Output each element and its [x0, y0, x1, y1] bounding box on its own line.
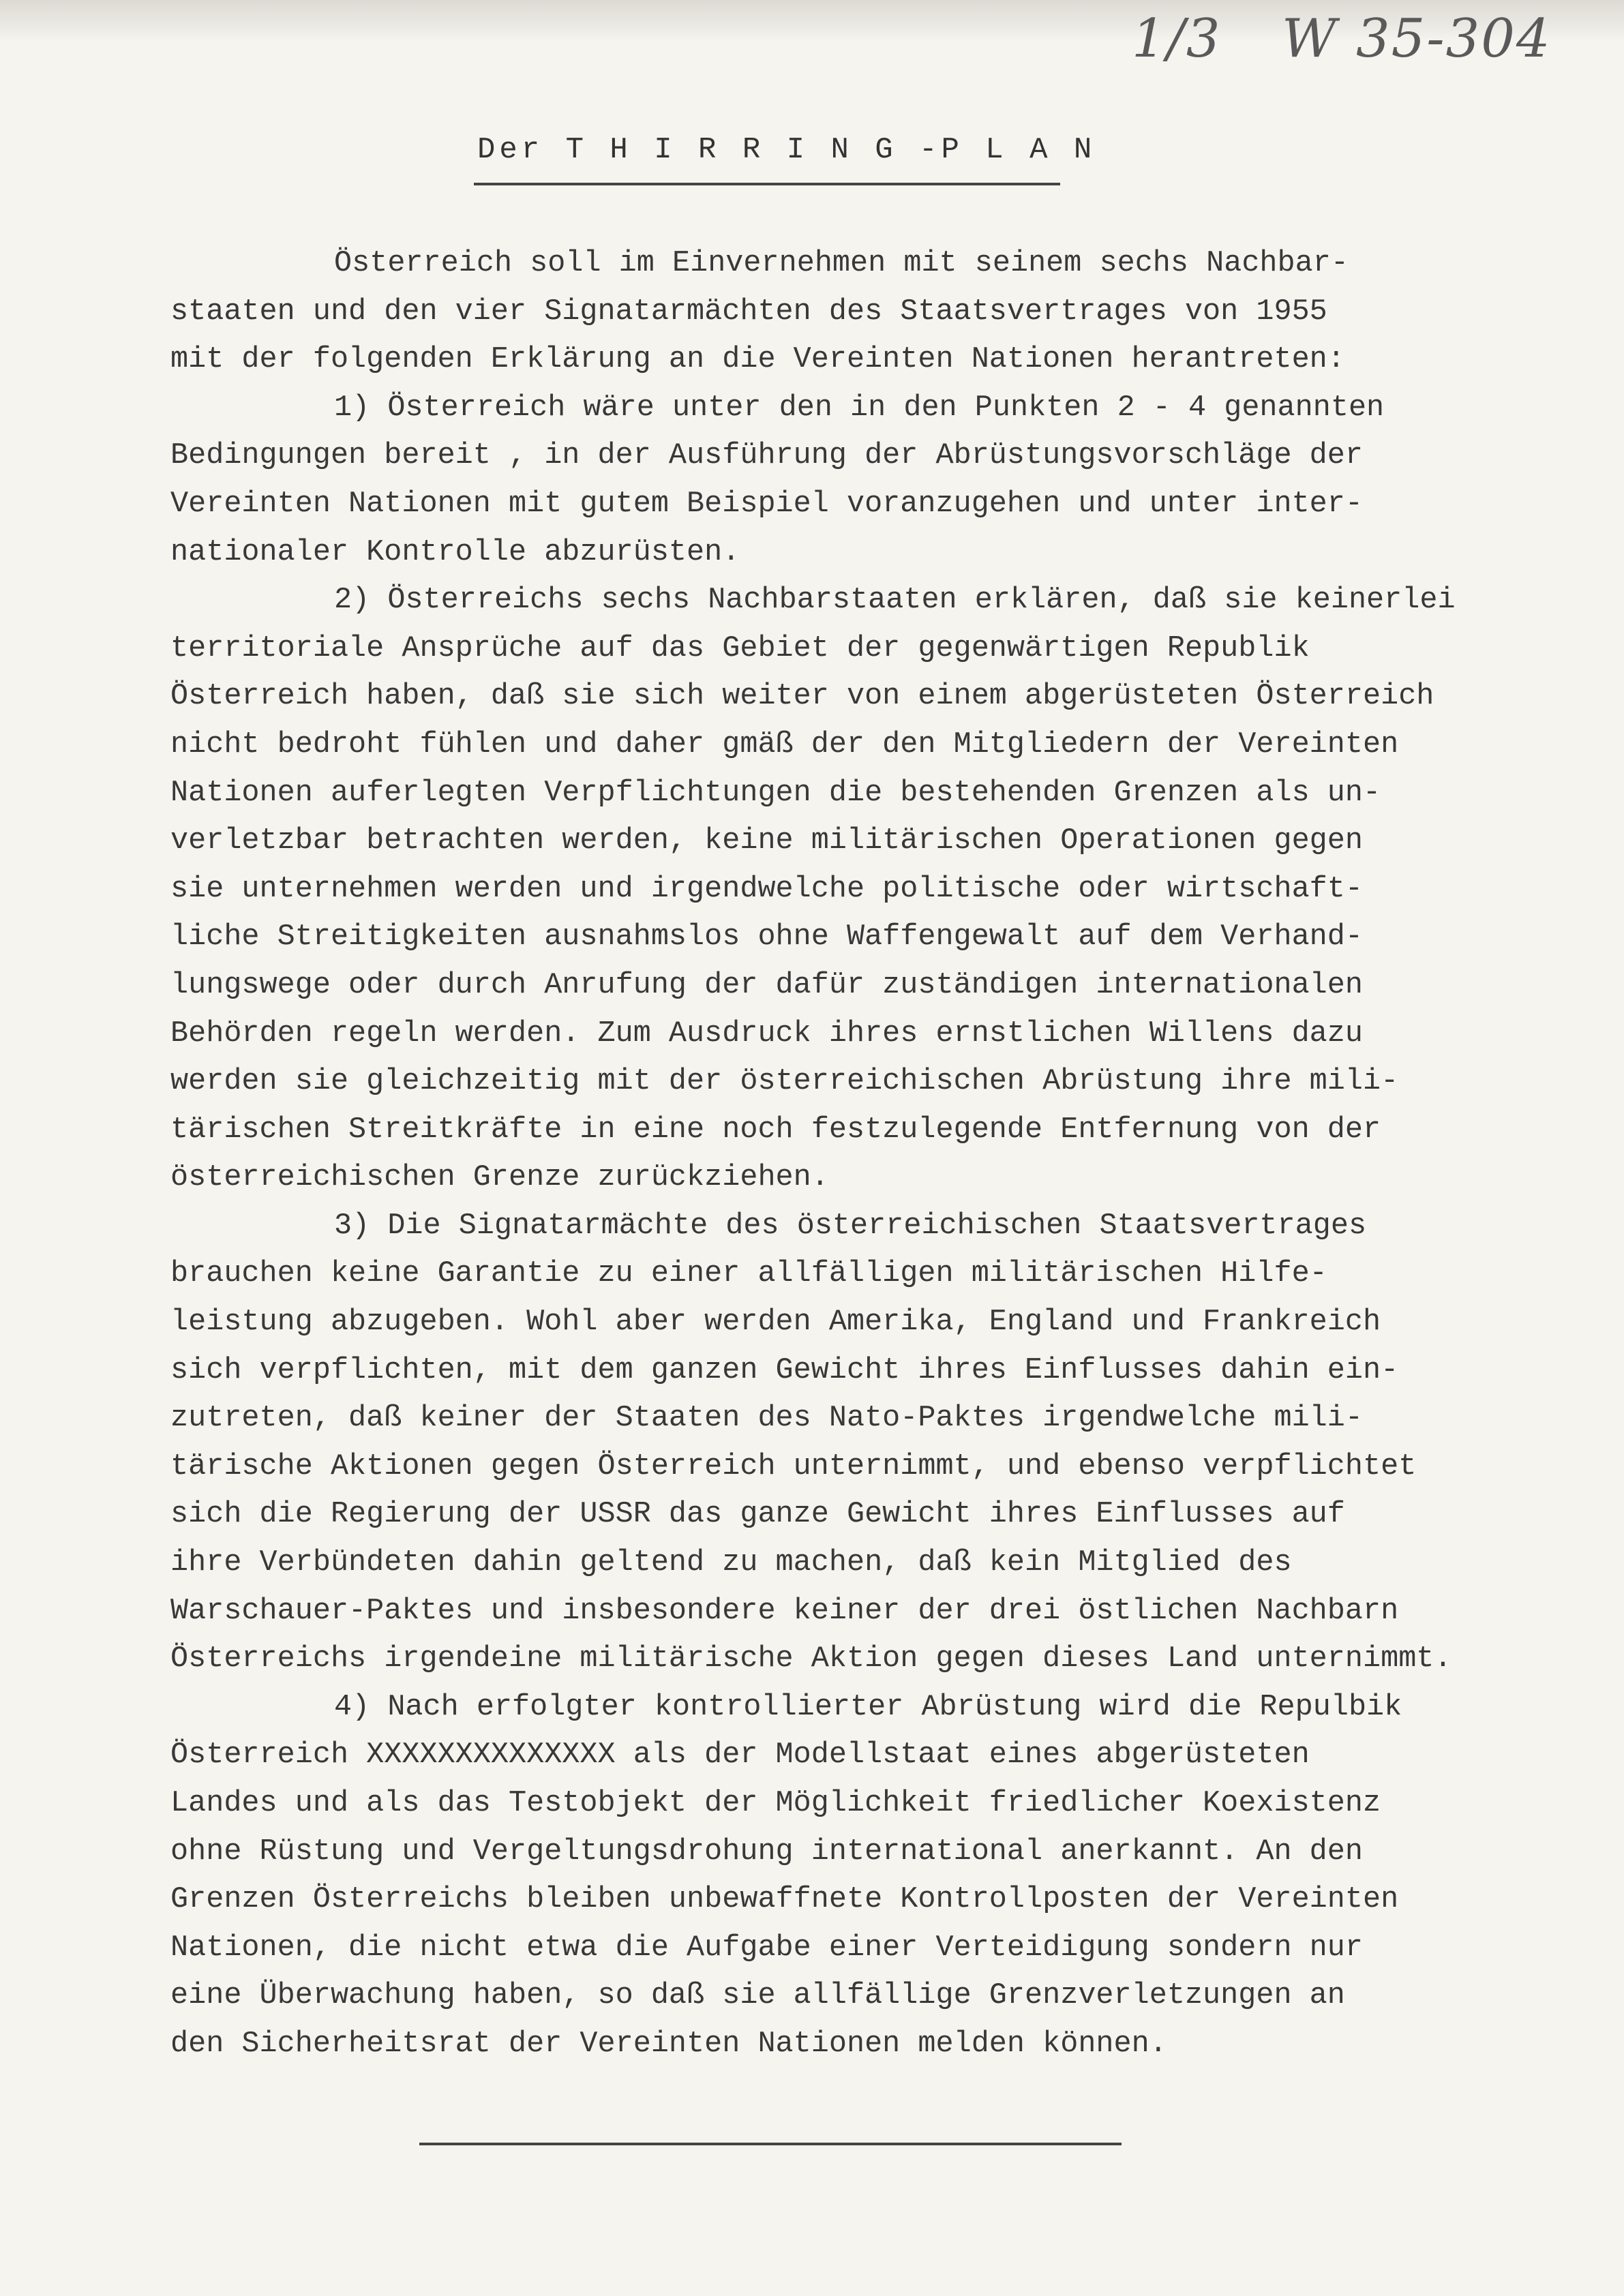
text-line: mit der folgenden Erklärung an die Vereinten Nationen herantreten:: [170, 343, 1345, 377]
text-line: Landes und als das Testobjekt der Möglichkeit friedlicher Koexistenz: [170, 1787, 1381, 1820]
text-line: sich verpflichten, mit dem ganzen Gewicht ihres Einflusses dahin ein-: [170, 1353, 1399, 1387]
text-line: staaten und den vier Signatarmächten des Staatsvertrages von 1955: [170, 294, 1327, 329]
paragraph-4: [170, 1203, 1595, 1684]
paragraph-2: [170, 384, 1595, 577]
text-line: Österreich haben, daß sie sich weiter von einem abgerüsteten Österreich: [170, 680, 1434, 714]
text-line: österreichischen Grenze zurückziehen.: [170, 1161, 829, 1195]
text-line: Österreich XXXXXXXXXXXXXX als der Modellstaat eines abgerüsteten: [170, 1738, 1310, 1772]
text-line: territoriale Ansprüche auf das Gebiet der gegenwärtigen Republik: [170, 631, 1310, 665]
text-line: ihre Verbündeten dahin geltend zu machen, daß kein Mitglied des: [170, 1546, 1292, 1580]
text-line: lungswege oder durch Anrufung der dafür zuständigen internationalen: [170, 968, 1363, 1002]
text-line: tärische Aktionen gegen Österreich unternimmt, und ebenso verpflichtet: [170, 1449, 1417, 1483]
text-line: Warschauer-Paktes und insbesondere keiner der drei östlichen Nachbarn: [170, 1594, 1399, 1628]
text-line: Bedingungen bereit , in der Ausführung der Abrüstungsvorschläge der: [170, 439, 1363, 473]
text-line: liche Streitigkeiten ausnahmslos ohne Waffengewalt auf dem Verhand-: [170, 920, 1363, 954]
title-underline: [474, 183, 1060, 185]
text-line: Österreich soll im Einvernehmen mit seinem sechs Nachbar-: [334, 247, 1349, 280]
text-line: Behörden regeln werden. Zum Ausdruck ihres ernstlichen Willens dazu: [170, 1016, 1363, 1051]
text-line: Vereinten Nationen mit gutem Beispiel voranzugehen und unter inter-: [170, 487, 1363, 521]
text-line: 1) Österreich wäre unter den in den Punkten 2 - 4 genannten: [334, 391, 1385, 425]
closing-rule: [419, 2143, 1122, 2145]
text-line: werden sie gleichzeitig mit der österreichischen Abrüstung ihre mili-: [170, 1065, 1399, 1099]
paragraph-5: [170, 1684, 1595, 2069]
text-line: tärischen Streitkräfte in eine noch festzulegende Entfernung von der: [170, 1113, 1381, 1147]
handwritten-page-marker: 1/3: [1132, 8, 1222, 70]
document-body: [170, 240, 1595, 2069]
text-line: Nationen auferlegten Verpflichtungen die bestehenden Grenzen als un-: [170, 776, 1381, 810]
text-line: ohne Rüstung und Vergeltungsdrohung international anerkannt. An den: [170, 1834, 1363, 1869]
text-line: 4) Nach erfolgter kontrollierter Abrüstung wird die Repulbik: [334, 1690, 1402, 1724]
text-line: 3) Die Signatarmächte des österreichischen Staatsvertrages: [334, 1209, 1367, 1243]
text-line: zutreten, daß keiner der Staaten des Nato-Paktes irgendwelche mili-: [170, 1402, 1363, 1436]
handwritten-reference-number: W 35-304: [1282, 8, 1552, 70]
paragraph-1: [170, 240, 1595, 384]
text-line: eine Überwachung haben, so daß sie allfällige Grenzverletzungen an: [170, 1979, 1345, 2013]
paragraph-3: [170, 577, 1595, 1203]
text-line: den Sicherheitsrat der Vereinten Nationen melden können.: [170, 2027, 1167, 2061]
text-line: Grenzen Österreichs bleiben unbewaffnete Kontrollposten der Vereinten: [170, 1883, 1399, 1917]
text-line: leistung abzugeben. Wohl aber werden Amerika, England und Frankreich: [170, 1305, 1381, 1340]
text-line: nicht bedroht fühlen und daher gmäß der den Mitgliedern der Vereinten: [170, 727, 1399, 761]
text-line: verletzbar betrachten werden, keine militärischen Operationen gegen: [170, 824, 1363, 858]
text-line: Nationen, die nicht etwa die Aufgabe einer Verteidigung sondern nur: [170, 1931, 1363, 1965]
text-line: Österreichs irgendeine militärische Aktion gegen dieses Land unternimmt.: [170, 1642, 1452, 1676]
text-line: sie unternehmen werden und irgendwelche politische oder wirtschaft-: [170, 872, 1363, 906]
text-line: sich die Regierung der USSR das ganze Gewicht ihres Einflusses auf: [170, 1498, 1345, 1532]
text-line: brauchen keine Garantie zu einer allfälligen militärischen Hilfe-: [170, 1257, 1327, 1291]
text-line: nationaler Kontrolle abzurüsten.: [170, 535, 740, 569]
document-title: Der T H I R R I N G -P L A N: [477, 133, 1096, 167]
text-line: 2) Österreichs sechs Nachbarstaaten erklären, daß sie keinerlei: [334, 584, 1456, 618]
